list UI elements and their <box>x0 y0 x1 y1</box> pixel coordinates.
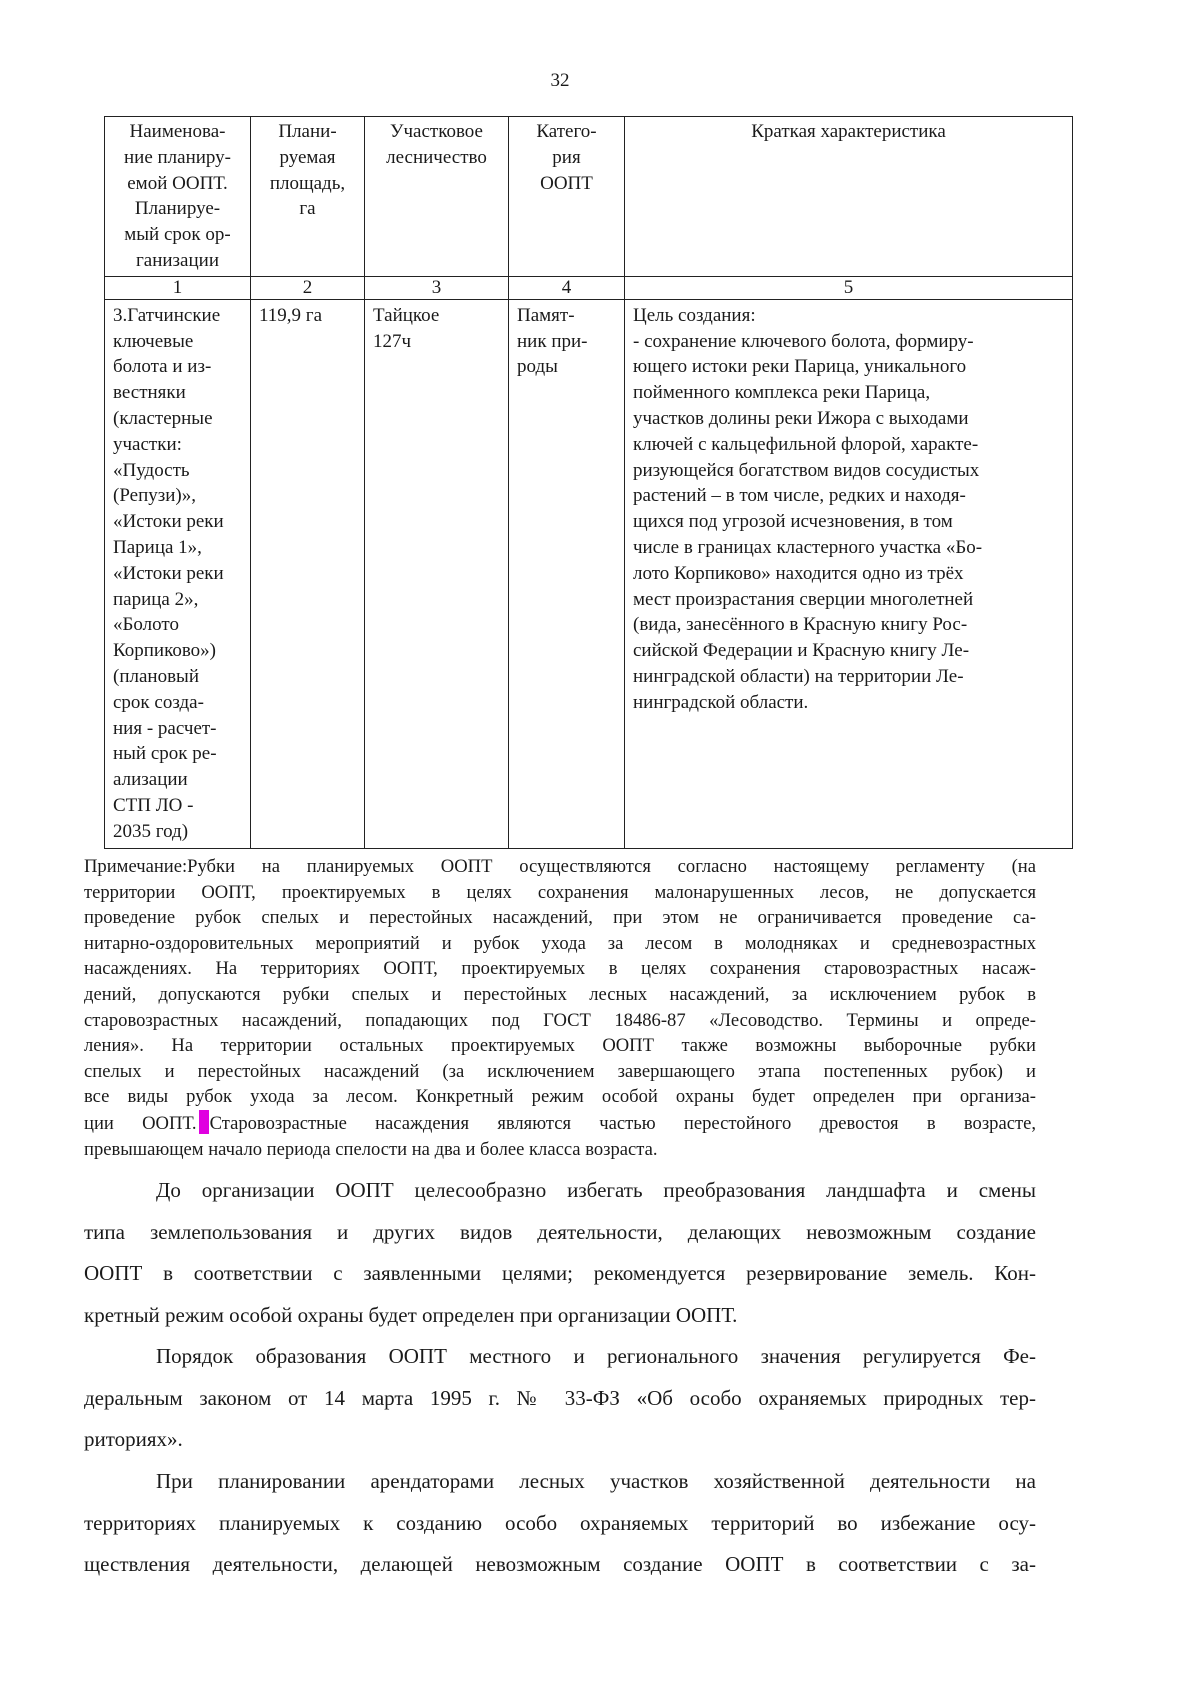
paragraph <box>84 1170 1036 1336</box>
oopt-table <box>104 116 1073 849</box>
column-number: 1 <box>105 276 251 299</box>
header-line: лесничество <box>386 146 487 168</box>
cell-line: парица 2», <box>113 588 199 610</box>
cell-line: Корпиково») <box>113 640 216 662</box>
paragraph-line: деральным законом от 14 марта 1995 г. № 33-ФЗ «Об особо охраняемых природных тер- <box>84 1385 1036 1410</box>
header-line: руемая <box>279 146 336 168</box>
cell-line: «Болото <box>113 614 179 636</box>
cell-line: роды <box>517 356 558 378</box>
cell-line: - сохранение ключевого болота, формиру- <box>633 330 974 352</box>
header-line: мый срок ор- <box>124 224 231 246</box>
cell-line: ный срок ре- <box>113 743 217 765</box>
header-line: Наименова- <box>129 121 226 142</box>
note-line: все виды рубок ухода за лесом. Конкретный режим особой охраны будет определен при организа- <box>84 1086 1036 1108</box>
note-line: насаждениях. На территориях ООПТ, проектируемых в целях сохранения старовозрастных насаж- <box>84 958 1036 980</box>
cell-line: щихся под угрозой исчезновения, в том <box>633 511 953 533</box>
cell-line: ализации <box>113 769 188 791</box>
cell-line: ния - расчет- <box>113 717 217 739</box>
cell-line: ник при- <box>517 330 588 352</box>
cell-line: сийской Федерации и Красную книгу Ле- <box>633 640 970 662</box>
note-line: старовозрастных насаждений, попадающих под ГОСТ 18486-87 «Лесоводство. Термины и опреде- <box>84 1009 1036 1031</box>
cell-line: Тайцкое <box>373 304 440 326</box>
cell-line: (кластерные <box>113 407 213 429</box>
paragraph-line: риториях». <box>84 1427 183 1452</box>
text-cursor-highlight <box>199 1110 209 1134</box>
note-text: Старовозрастные насаждения являются частью перестойного древостоя в возрасте, <box>209 1112 1036 1134</box>
header-line: га <box>299 198 316 220</box>
note-text: ции ООПТ. <box>84 1112 197 1134</box>
page-number: 32 <box>550 70 570 91</box>
cell-line: ризующейся богатством видов сосудистых <box>633 459 980 481</box>
table-number-row <box>105 276 1073 299</box>
header-description-col <box>625 117 1073 277</box>
paragraph-line: территориях планируемых к созданию особо охраняемых территорий во избежание осу- <box>84 1510 1036 1535</box>
cell-line: нинградской области. <box>633 691 809 713</box>
cell-line: растений – в том числе, редких и находя- <box>633 485 966 507</box>
note-line: спелых и перестойных насаждений (за исключением завершающего этапа постепенных рубок) и <box>84 1060 1036 1082</box>
cell-line: «Пудость <box>113 459 190 481</box>
column-number: 2 <box>251 276 365 299</box>
header-forestry-col <box>365 117 509 277</box>
cell-line: ющего истоки реки Парица, уникального <box>633 356 967 378</box>
column-number: 3 <box>365 276 509 299</box>
header-line: площадь, <box>269 172 346 194</box>
header-name-col <box>105 117 251 277</box>
cell-line: мест произрастания сверции многолетней <box>633 588 974 610</box>
paragraph-line: кретный режим особой охраны будет определен при организации ООПТ. <box>84 1302 738 1327</box>
column-number: 4 <box>509 276 625 299</box>
cell-line: (Репузи)», <box>113 485 196 507</box>
paragraph-line: При планировании арендаторами лесных участков хозяйственной деятельности на <box>156 1469 1036 1493</box>
cell-line: (вида, занесённого в Красную книгу Рос- <box>633 614 968 636</box>
header-line: Плани- <box>278 121 337 142</box>
cell-line: 127ч <box>373 330 412 352</box>
note-line: нитарно-оздоровительных мероприятий и рубок ухода за лесом в молодняках и средневозрастных <box>84 932 1036 954</box>
cell-line: Цель создания: <box>633 304 756 326</box>
cell-line: Памят- <box>517 304 575 326</box>
header-area-col <box>251 117 365 277</box>
cell-line: «Истоки реки <box>113 511 224 533</box>
cell-line: 2035 год) <box>113 820 189 842</box>
header-line: Участковое <box>390 121 483 142</box>
table-header-row <box>105 117 1073 277</box>
header-line: Катего- <box>536 121 597 142</box>
cell-line: лото Корпиково» находится одно из трёх <box>633 562 964 584</box>
cell-line: 119,9 га <box>259 304 323 326</box>
header-line: рия <box>552 146 581 168</box>
cell-description <box>625 299 1073 848</box>
cell-line: вестняки <box>113 382 186 404</box>
paragraph <box>84 1336 1036 1461</box>
cell-forestry <box>365 299 509 848</box>
header-line: Планируе- <box>134 198 221 220</box>
note-line: Примечание:Рубки на планируемых ООПТ осуществляются согласно настоящему регламенту (на <box>84 856 1036 877</box>
cell-category <box>509 299 625 848</box>
cell-line: ключевые <box>113 330 194 352</box>
cell-line: нинградской области) на территории Ле- <box>633 665 964 687</box>
paragraph-line: типа землепользования и других видов деятельности, делающих невозможным создание <box>84 1219 1036 1244</box>
header-line: ганизации <box>135 249 219 271</box>
note-line: превышающем начало периода спелости на два и более класса возраста. <box>84 1138 658 1160</box>
column-number: 5 <box>625 276 1073 299</box>
cell-line: участков долины реки Ижора с выходами <box>633 407 969 429</box>
header-line: емой ООПТ. <box>127 172 228 194</box>
note-line <box>84 1110 1036 1137</box>
paragraph-line: ществления деятельности, делающей невозможным создание ООПТ в соответствии с за- <box>84 1552 1036 1577</box>
cell-line: пойменного комплекса реки Парица, <box>633 382 931 404</box>
paragraph-line: Порядок образования ООПТ местного и регионального значения регулируется Фе- <box>156 1344 1036 1368</box>
note-line: проведение рубок спелых и перестойных насаждений, при этом не ограничивается проведение са- <box>84 907 1036 929</box>
cell-line: «Истоки реки <box>113 562 224 584</box>
cell-line: 3.Гатчинские <box>113 304 221 326</box>
cell-oopt-name <box>105 299 251 848</box>
table-note <box>84 854 1036 1162</box>
cell-line: (плановый <box>113 665 199 687</box>
header-line: ние планиру- <box>123 146 231 168</box>
note-line: ления». На территории остальных проектируемых ООПТ также возможны выборочные рубки <box>84 1035 1036 1057</box>
cell-line: срок созда- <box>113 691 204 713</box>
table-row <box>105 299 1073 848</box>
header-line: ООПТ <box>540 172 593 194</box>
note-line: дений, допускаются рубки спелых и перестойных лесных насаждений, за исключением рубок в <box>84 983 1036 1005</box>
header-line: Краткая характеристика <box>751 121 946 142</box>
cell-line: Парица 1», <box>113 536 202 558</box>
cell-line: СТП ЛО - <box>113 794 194 816</box>
cell-line: участки: <box>113 433 182 455</box>
paragraph-line: До организации ООПТ целесообразно избегать преобразования ландшафта и смены <box>156 1178 1036 1202</box>
header-category-col <box>509 117 625 277</box>
cell-line: ключей с кальцефильной флорой, характе- <box>633 433 979 455</box>
paragraph <box>84 1461 1036 1586</box>
note-line: территории ООПТ, проектируемых в целях сохранения малонарушенных лесов, не допускается <box>84 881 1036 903</box>
paragraph-line: ООПТ в соответствии с заявленными целями; рекомендуется резервирование земель. Кон- <box>84 1261 1036 1286</box>
cell-area <box>251 299 365 848</box>
cell-line: болота и из- <box>113 356 212 378</box>
cell-line: числе в границах кластерного участка «Бо- <box>633 536 983 558</box>
